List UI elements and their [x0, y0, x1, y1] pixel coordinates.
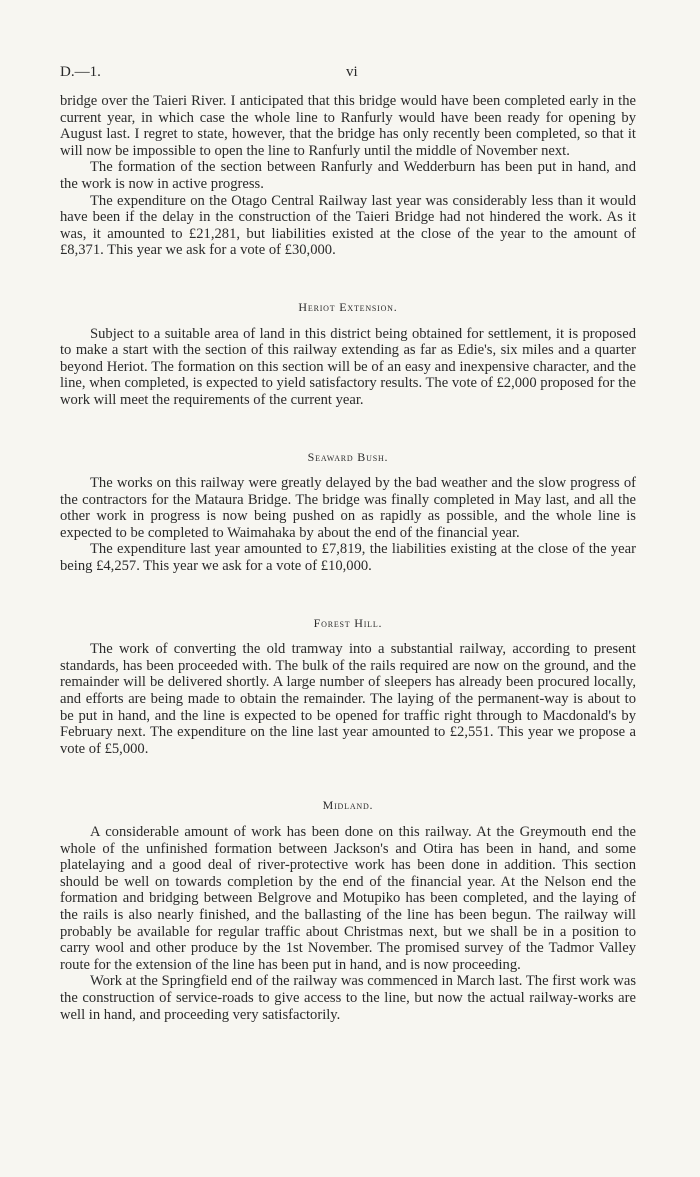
document-reference: D.—1.	[60, 64, 101, 80]
section-heading-heriot-extension: Heriot Extension.	[298, 299, 398, 314]
paragraph: The expenditure on the Otago Central Railway last year was considerably less than it would have been if the delay in the construction of the Taieri Bridge had not hindered the work. As it was, it amounted to £21,281, but liabilities existed at the close of the year to the amount of £8,371. This year we ask for a vote of £30,000.	[60, 192, 636, 259]
paragraph: Work at the Springfield end of the railway was commenced in March last. The first work was the construction of service-roads to give access to the line, but now the actual railway-works are well in hand, and proceeding very satisfactorily.	[60, 973, 636, 1023]
paragraph: The work of converting the old tramway into a substantial railway, according to present standards, has been proceeded with. The bulk of the rails required are now on the ground, and the remainder will be delivered shortly. A large number of sleepers has already been procured locally, and efforts are being made to obtain the remainder. The laying of the permanent-way is about to be put in hand, and the line is expected to be opened for traffic right through to Macdonald's by February next. The expenditure on the line last year amounted to £2,551. This year we propose a vote of £5,000.	[60, 641, 636, 757]
paragraph: The formation of the section between Ranfurly and Wedderburn has been put in hand, and the work is now in active progress.	[60, 159, 636, 192]
paragraph: The works on this railway were greatly delayed by the bad weather and the slow progress of the contractors for the Mataura Bridge. The bridge was finally completed in May last, and all the other work in progress is now being pushed on as rapidly as possible, and the whole line is expected to be completed to Waimahaka by about the end of the financial year.	[60, 475, 636, 541]
paragraph: A considerable amount of work has been done on this railway. At the Greymouth end the whole of the unfinished formation between Jackson's and Otira has been in hand, and some platelaying and a good deal of river-protective work has been done in addition. This section should be well on towards completion by the end of the financial year. At the Nelson end the formation and bridging between Belgrove and Motupiko has been completed, and the laying of the rails is also nearly finished, and the ballasting of the line has been begun. The railway will probably be available for regular traffic about Christmas next, but we shall be in a position to carry wool and other produce by the 1st November. The promised survey of the Tadmor Valley route for the extension of the line has been put in hand, and is now proceeding.	[60, 824, 636, 973]
paragraph: bridge over the Taieri River. I anticipated that this bridge would have been completed early in the current year, in which case the whole line to Ranfurly would have been ready for opening by August last. I regret to state, however, that the bridge has only recently been completed, so that it will now be impossible to open the line to Ranfurly until the middle of November next.	[60, 93, 636, 159]
page-number: vi	[346, 64, 358, 80]
page-header	[60, 64, 636, 84]
paragraph: The expenditure last year amounted to £7,819, the liabilities existing at the close of the year being £4,257. This year we ask for a vote of £10,000.	[60, 541, 636, 575]
section-heading-seaward-bush: Seaward Bush.	[307, 449, 389, 464]
document-body	[60, 93, 636, 1023]
paragraph: Subject to a suitable area of land in this district being obtained for settlement, it is proposed to make a start with the section of this railway extending as far as Edie's, six miles and a quarter beyond Heriot. The formation on this section will be of an easy and inexpensive character, and the line, when completed, is expected to yield satisfactory results. The vote of £2,000 proposed for the work will meet the requirements of the current year.	[60, 325, 636, 408]
section-heading-midland: Midland.	[322, 798, 374, 813]
section-heading-forest-hill: Forest Hill.	[313, 615, 383, 630]
